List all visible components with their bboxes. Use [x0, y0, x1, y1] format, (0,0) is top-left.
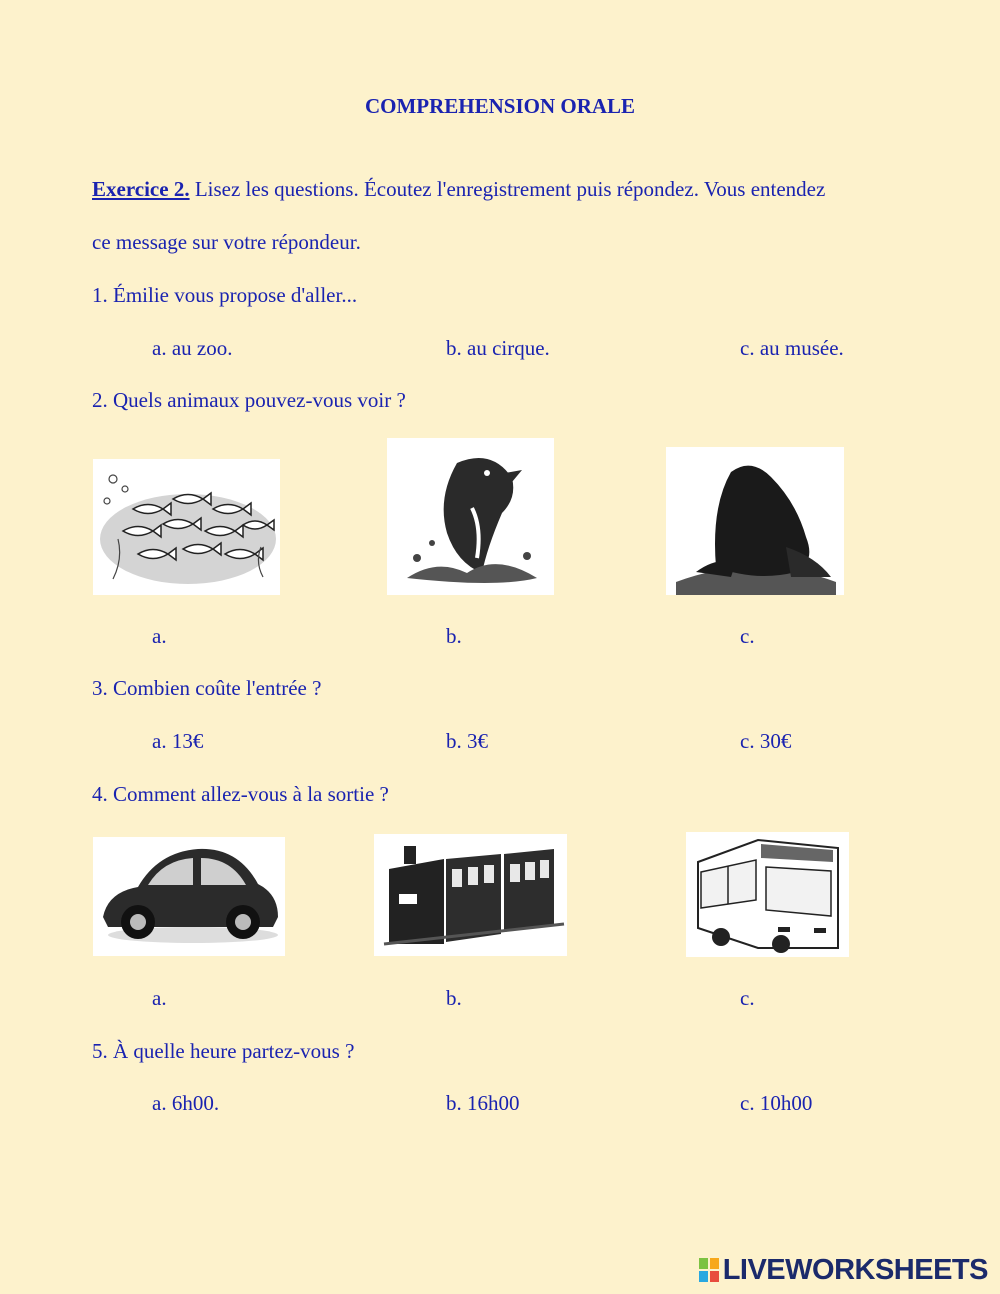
question-5: 5. À quelle heure partez-vous ?	[92, 1039, 355, 1063]
question-1-option-b[interactable]: b. au cirque.	[446, 336, 550, 360]
question-5-option-b[interactable]: b. 16h00	[446, 1091, 520, 1115]
question-2-option-a[interactable]: a.	[152, 624, 167, 648]
bus-icon	[686, 832, 849, 957]
exercise-instructions	[92, 177, 825, 202]
question-4-option-a[interactable]: a.	[152, 986, 167, 1010]
question-2-option-b[interactable]: b.	[446, 624, 462, 648]
dolphin-icon	[387, 438, 554, 595]
sea-lion-icon	[666, 447, 844, 595]
question-3-option-b[interactable]: b. 3€	[446, 729, 488, 753]
question-4-option-c[interactable]: c.	[740, 986, 755, 1010]
question-3: 3. Combien coûte l'entrée ?	[92, 676, 322, 700]
question-2-option-c[interactable]: c.	[740, 624, 755, 648]
question-3-option-a[interactable]: a. 13€	[152, 729, 204, 753]
logo-text: LIVEWORKSHEETS	[722, 1253, 988, 1286]
question-2: 2. Quels animaux pouvez-vous voir ?	[92, 388, 406, 412]
exercise-label: Exercice 2.	[92, 177, 190, 201]
question-1: 1. Émilie vous propose d'aller...	[92, 283, 358, 307]
question-1-option-c[interactable]: c. au musée.	[740, 336, 844, 360]
question-4-option-b[interactable]: b.	[446, 986, 462, 1010]
instructions-line-2: ce message sur votre répondeur.	[92, 230, 361, 254]
question-1-option-a[interactable]: a. au zoo.	[152, 336, 233, 360]
question-5-option-a[interactable]: a. 6h00.	[152, 1091, 220, 1115]
liveworksheets-logo[interactable]	[699, 1253, 988, 1287]
fish-school-icon	[93, 459, 280, 595]
question-5-option-c[interactable]: c. 10h00	[740, 1091, 813, 1115]
question-4: 4. Comment allez-vous à la sortie ?	[92, 782, 389, 806]
logo-mark-icon	[699, 1258, 719, 1282]
car-icon	[93, 837, 285, 956]
page-title: COMPREHENSION ORALE	[364, 94, 636, 118]
train-icon	[374, 834, 567, 956]
instructions-line-1: Lisez les questions. Écoutez l'enregistrement puis répondez. Vous entendez	[194, 177, 826, 201]
question-3-option-c[interactable]: c. 30€	[740, 729, 792, 753]
